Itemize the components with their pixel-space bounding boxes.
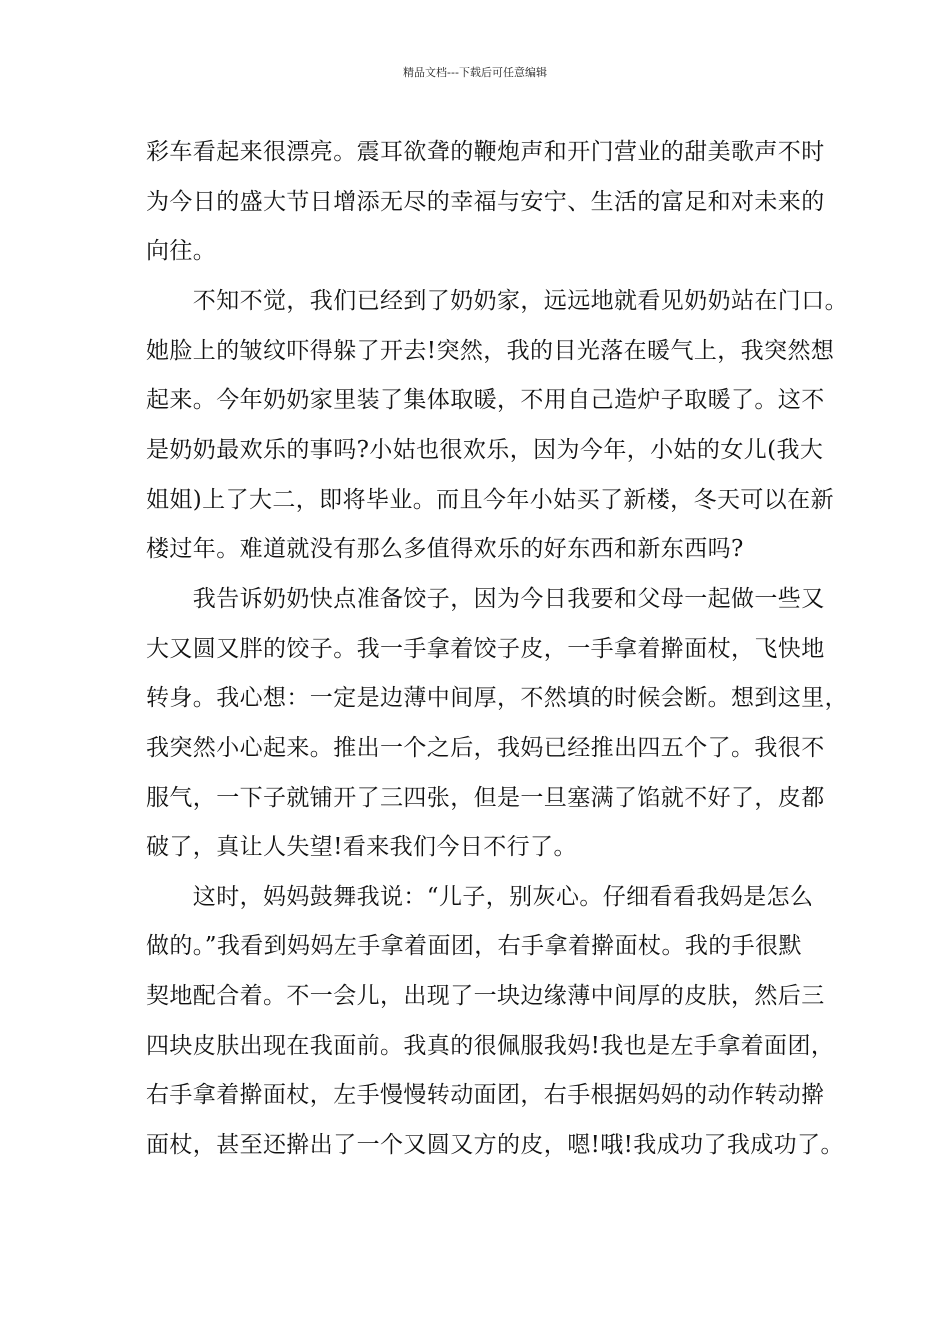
text-line: 转身。我心想：一定是边薄中间厚，不然填的时候会断。想到这里， [146,685,848,711]
page-header: 精品文档---下载后可任意编辑 [403,66,547,79]
text-line: 起来。今年奶奶家里装了集体取暖，不用自己造炉子取暖了。这不 [146,387,825,413]
text-line: 姐姐)上了大二，即将毕业。而且今年小姑买了新楼，冬天可以在新 [146,487,834,513]
text-line: 服气，一下子就铺开了三四张，但是一旦塞满了馅就不好了，皮都 [146,785,825,811]
text-line: 彩车看起来很漂亮。震耳欲聋的鞭炮声和开门营业的甜美歌声不时 [146,139,825,165]
text-line: 为今日的盛大节日增添无尽的幸福与安宁、生活的富足和对未来的 [146,189,825,215]
text-line: 面杖，甚至还擀出了一个又圆又方的皮，嗯!哦!我成功了我成功了。 [146,1132,844,1158]
text-line: 四块皮肤出现在我面前。我真的很佩服我妈!我也是左手拿着面团， [146,1033,835,1059]
text-line: 我突然小心起来。推出一个之后，我妈已经推出四五个了。我很不 [146,735,825,761]
text-line: 不知不觉，我们已经到了奶奶家，远远地就看见奶奶站在门口。 [146,288,848,314]
text-line: 是奶奶最欢乐的事吗?小姑也很欢乐，因为今年，小姑的女儿(我大 [146,437,824,463]
text-line: 这时，妈妈鼓舞我说：“儿子，别灰心。仔细看看我妈是怎么 [146,884,814,910]
text-line: 楼过年。难道就没有那么多值得欢乐的好东西和新东西吗? [146,536,744,562]
text-line: 右手拿着擀面杖，左手慢慢转动面团，右手根据妈妈的动作转动擀 [146,1082,825,1108]
text-line: 破了，真让人失望!看来我们今日不行了。 [146,834,577,860]
text-line: 她脸上的皱纹吓得躲了开去!突然，我的目光落在暖气上，我突然想 [146,338,835,364]
text-line: 契地配合着。不一会儿，出现了一块边缘薄中间厚的皮肤，然后三 [146,983,825,1009]
text-line: 我告诉奶奶快点准备饺子，因为今日我要和父母一起做一些又 [146,586,825,612]
text-line: 做的。”我看到妈妈左手拿着面团，右手拿着擀面杖。我的手很默 [146,933,802,959]
text-line: 大又圆又胖的饺子。我一手拿着饺子皮，一手拿着擀面杖，飞快地 [146,636,825,662]
text-line: 向往。 [146,238,217,264]
